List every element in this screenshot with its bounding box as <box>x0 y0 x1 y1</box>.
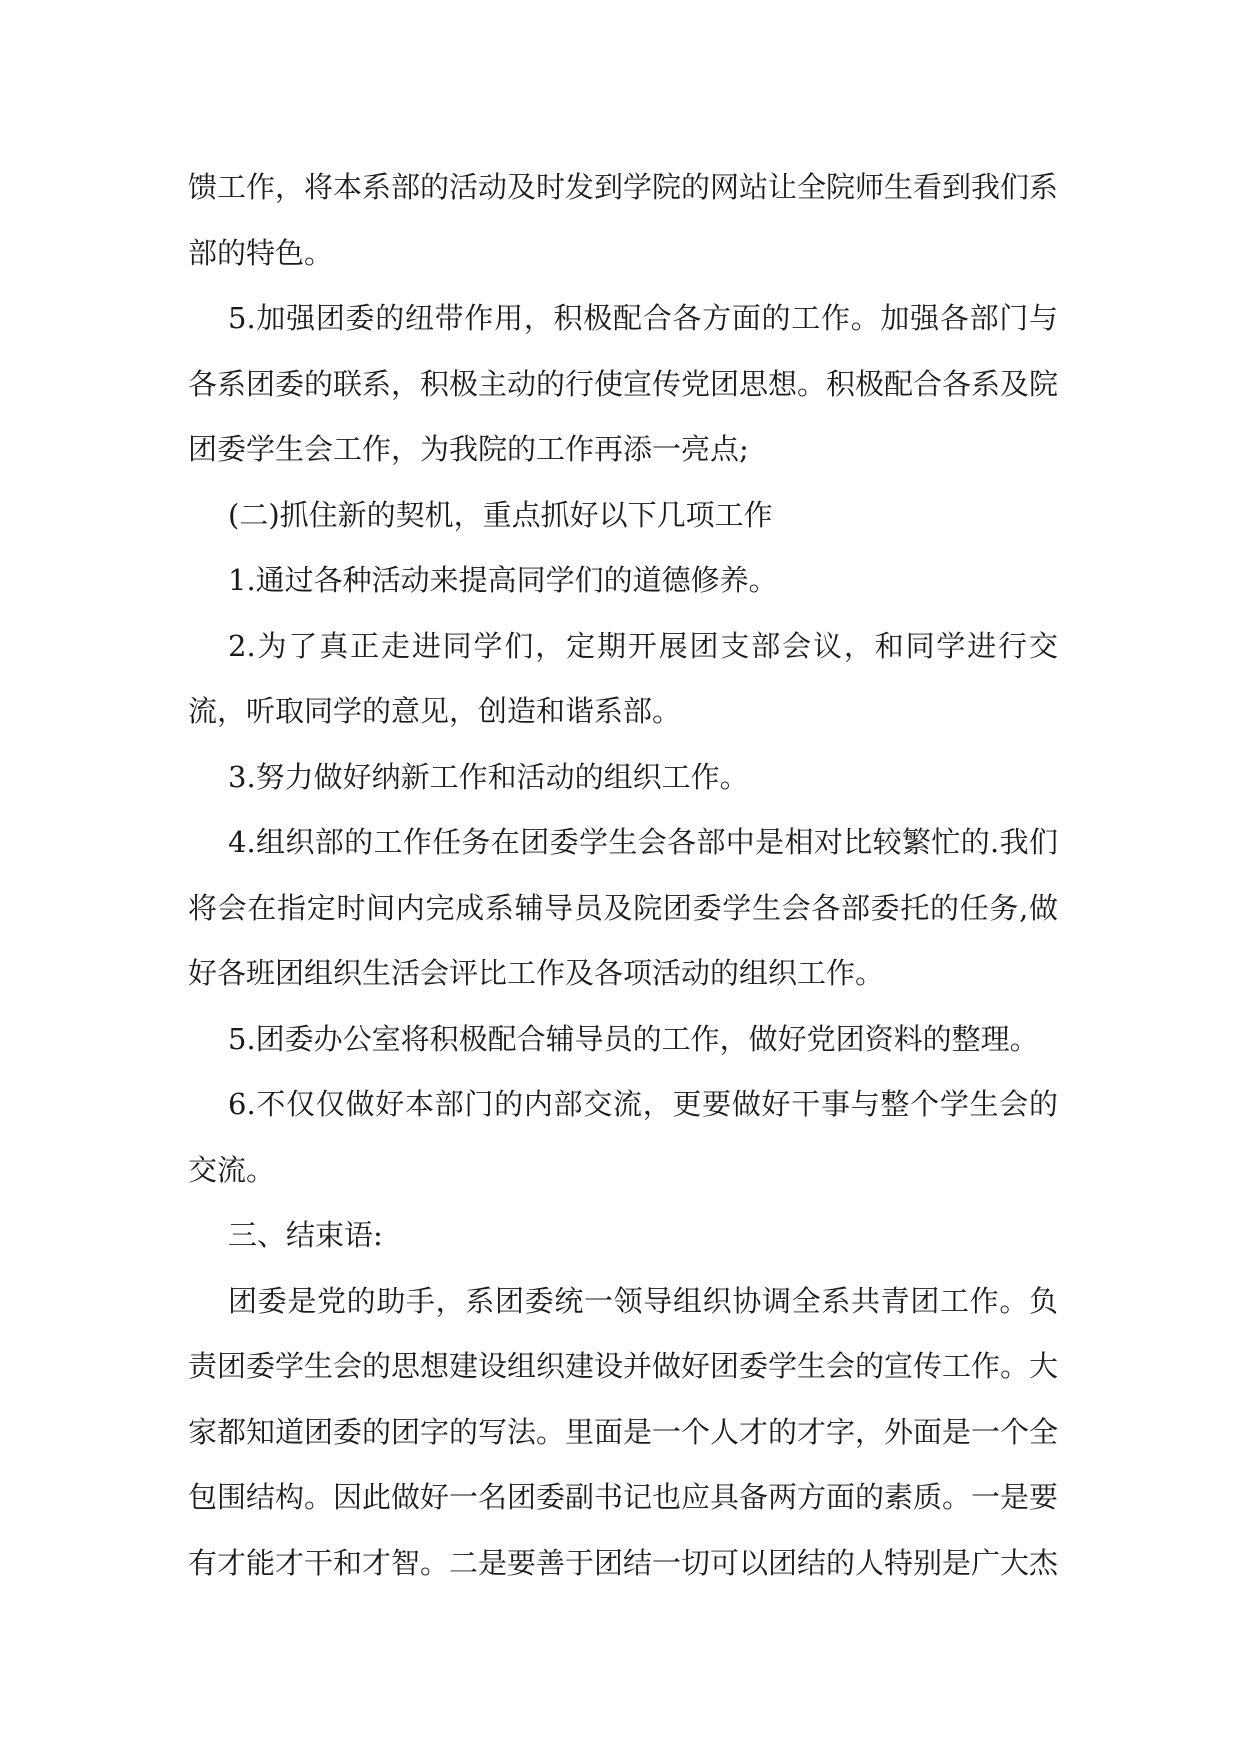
paragraph-item-3: 3.努力做好纳新工作和活动的组织工作。 <box>228 759 749 794</box>
section-heading-2: (二)抓住新的契机，重点抓好以下几项工作 <box>228 497 773 532</box>
document-body <box>188 155 1058 1596</box>
paragraph-item-6: 6.不仅仅做好本部门的内部交流，更要做好干事与整个学生会的交流。 <box>188 1087 1058 1187</box>
paragraph-continuation: 馈工作，将本系部的活动及时发到学院的网站让全院师生看到我们系部的特色。 <box>188 170 1059 270</box>
paragraph-item-2: 2.为了真正走进同学们，定期开展团支部会议，和同学进行交流，听取同学的意见，创造和谐系部。 <box>188 628 1058 728</box>
paragraph-item-4: 4.组织部的工作任务在团委学生会各部中是相对比较繁忙的.我们将会在指定时间内完成系辅导员及院团委学生会各部委托的任务,做好各班团组织生活会评比工作及各项活动的组织工作。 <box>188 825 1058 990</box>
paragraph-item-1: 1.通过各种活动来提高同学们的道德修养。 <box>228 563 778 597</box>
paragraph-item-5-liaison: 5.加强团委的纽带作用，积极配合各方面的工作。加强各部门与各系团委的联系，积极主动的行使宣传党团思想。积极配合各系及院团委学生会工作，为我院的工作再添一亮点; <box>188 301 1059 466</box>
paragraph-conclusion: 团委是党的助手，系团委统一领导组织协调全系共青团工作。负责团委学生会的思想建设组织建设并做好团委学生会的宣传工作。大家都知道团委的团字的写法。里面是一个人才的才字，外面是一个全包围结构。因此做好一名团委副书记也应具备两方面的素质。一是要有才能才干和才智。二是要善于团结一切可以团结的人特别是广大杰 <box>188 1283 1059 1580</box>
section-heading-3: 三、结束语: <box>228 1218 383 1252</box>
paragraph-item-5: 5.团委办公室将积极配合辅导员的工作，做好党团资料的整理。 <box>228 1021 1039 1056</box>
